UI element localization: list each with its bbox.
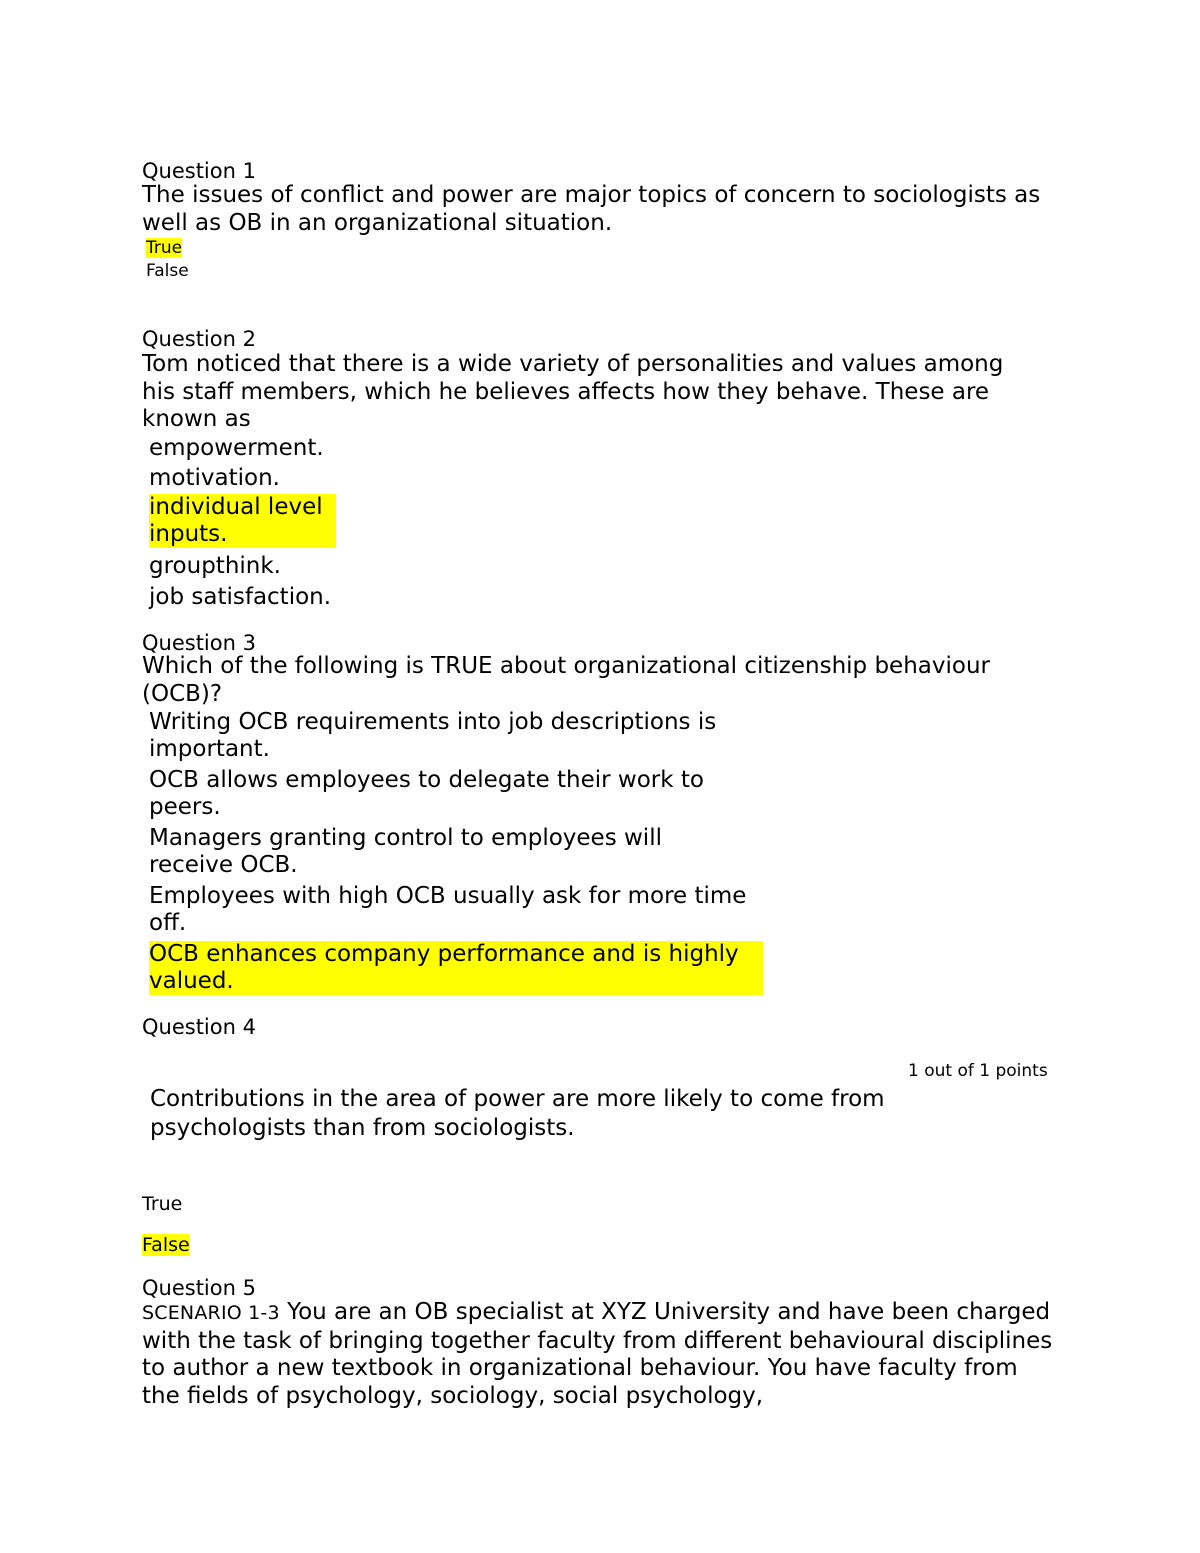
question-3-text: Which of the following is TRUE about organizational citizenship behaviour (OCB)? <box>142 653 990 707</box>
question-2-option[interactable]: groupthink. <box>149 553 281 579</box>
question-2-text: Tom noticed that there is a wide variety of personalities and values among his staff members, which he believes affects how they behave. These are known as <box>142 351 1004 432</box>
question-1-option-true[interactable] <box>146 237 182 259</box>
question-4-text: Contributions in the area of power are more likely to come from psychologists than from sociologists. <box>150 1086 885 1141</box>
question-2-option-selected[interactable] <box>147 494 336 548</box>
question-4-title: Question 4 <box>142 1015 256 1039</box>
question-2-title: Question 2 <box>142 327 256 351</box>
question-3-option[interactable]: OCB allows employees to delegate their work to peers. <box>149 767 704 820</box>
question-4-option-true[interactable] <box>142 1192 182 1216</box>
question-3-option-selected[interactable] <box>147 941 763 995</box>
question-4-option-label: True <box>142 1193 183 1215</box>
question-1-option-label: False <box>146 261 189 281</box>
question-4-option-label: False <box>142 1234 190 1256</box>
question-3-option[interactable]: Writing OCB requirements into job descriptions is important. <box>149 709 717 762</box>
question-4-points: 1 out of 1 points <box>908 1061 1048 1081</box>
question-1-option-label: True <box>146 238 183 258</box>
question-1-text: The issues of conflict and power are major topics of concern to sociologists as well as OB in an organizational situation. <box>142 182 1041 236</box>
question-4-option-false[interactable] <box>142 1233 190 1257</box>
question-2-option[interactable]: job satisfaction. <box>149 584 332 610</box>
question-2-option-label: individual level inputs. <box>149 494 336 548</box>
question-2-option[interactable]: motivation. <box>149 465 280 491</box>
question-1-title: Question 1 <box>142 159 256 183</box>
question-3-option-label: OCB enhances company performance and is highly valued. <box>149 941 763 995</box>
question-5-scenario-label: SCENARIO 1-3 <box>142 1302 280 1324</box>
question-5-scenario-text: You are an OB specialist at XYZ University and have been charged with the task of bringing together faculty from different behavioural disciplines to author a new textbook in organizational behaviour. You have faculty from the fields of psychology, sociology, social psychology, <box>142 1299 1053 1409</box>
question-3-option[interactable]: Employees with high OCB usually ask for more time off. <box>149 883 747 936</box>
question-2-option[interactable]: empowerment. <box>149 435 324 461</box>
question-3-title: Question 3 <box>142 631 256 655</box>
question-3-option[interactable]: Managers granting control to employees will receive OCB. <box>149 825 662 878</box>
question-1-option-false[interactable] <box>146 260 189 282</box>
question-5-text <box>142 1299 1062 1410</box>
question-5-title: Question 5 <box>142 1276 256 1300</box>
